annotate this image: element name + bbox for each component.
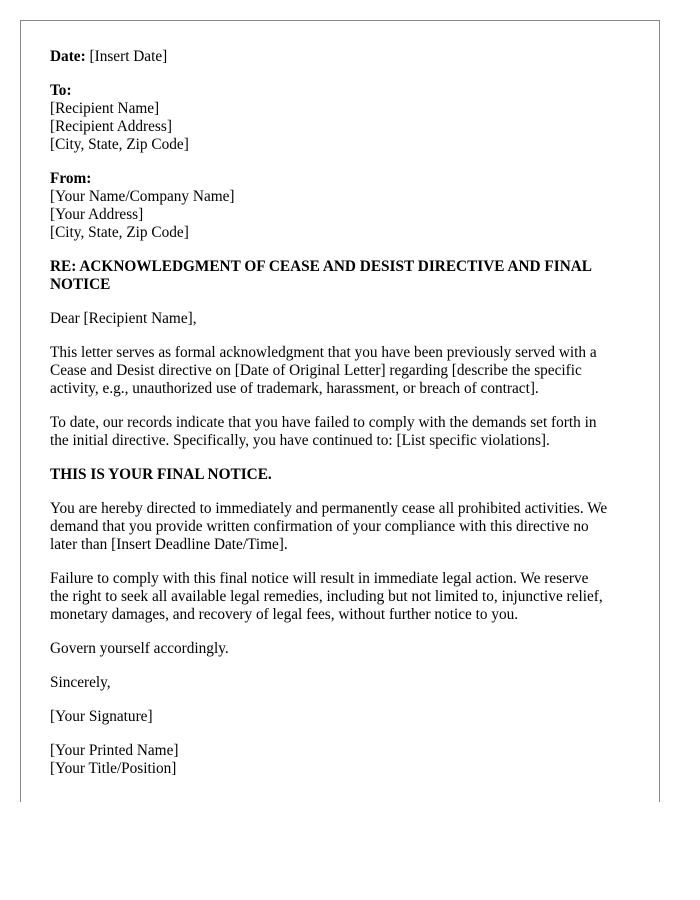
to-city-state-zip: [City, State, Zip Code] (50, 136, 189, 153)
signer-block (50, 742, 640, 778)
from-block (50, 170, 640, 242)
paragraph-noncompliance: To date, our records indicate that you have failed to comply with the demands set forth in the initial directive. Specifically, you have continued to: [List specific violations]. (50, 414, 597, 449)
paragraph-acknowledgment: This letter serves as formal acknowledgment that you have been previously served with a Cease and Desist directive on [Date of Original Letter] regarding [describe the specific activity, e.g., unauthorized use of trademark, harassment, or breach of contract]. (50, 344, 597, 397)
letter-content (50, 48, 640, 794)
title-position: [Your Title/Position] (50, 760, 177, 777)
closing: Sincerely, (50, 674, 111, 691)
subject-line-1: RE: ACKNOWLEDGMENT OF CEASE AND DESIST DIRECTIVE AND FINAL (50, 258, 593, 275)
to-recipient-address: [Recipient Address] (50, 118, 172, 135)
printed-name: [Your Printed Name] (50, 742, 179, 759)
from-city-state-zip: [City, State, Zip Code] (50, 224, 189, 241)
from-name: [Your Name/Company Name] (50, 188, 235, 205)
from-address: [Your Address] (50, 206, 144, 223)
signature-placeholder: [Your Signature] (50, 708, 153, 725)
date-value: [Insert Date] (89, 48, 168, 65)
subject-line-2: NOTICE (50, 276, 111, 293)
final-notice-heading: THIS IS YOUR FINAL NOTICE. (50, 466, 272, 483)
to-recipient-name: [Recipient Name] (50, 100, 160, 117)
paragraph-govern: Govern yourself accordingly. (50, 640, 229, 657)
letter-page (20, 20, 660, 802)
date-label: Date: (50, 48, 86, 65)
from-label: From: (50, 170, 92, 187)
subject-line (50, 258, 640, 294)
date-line (50, 48, 640, 66)
to-block (50, 82, 640, 154)
paragraph-directive: You are hereby directed to immediately and permanently cease all prohibited activities. We demand that you provide written confirmation of your compliance with this directive no later than [Insert Deadline Date/Time]. (50, 500, 608, 553)
salutation: Dear [Recipient Name], (50, 310, 197, 327)
to-label: To: (50, 82, 72, 99)
paragraph-legal-action: Failure to comply with this final notice will result in immediate legal action. We reserve the right to seek all available legal remedies, including but not limited to, injunctive relief, monetary damages, and recovery of legal fees, without further notice to you. (50, 570, 603, 623)
